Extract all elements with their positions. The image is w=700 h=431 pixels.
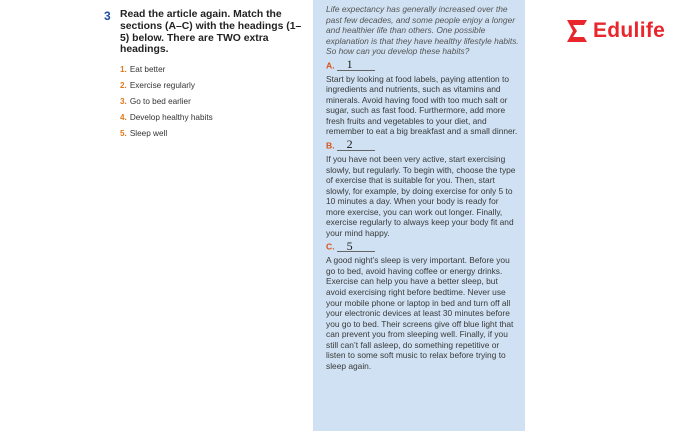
section-letter: C. xyxy=(326,241,335,252)
handwritten-answer: 5 xyxy=(346,238,353,253)
heading-number: 4. xyxy=(120,113,127,122)
section-a-heading xyxy=(326,59,519,72)
heading-number: 5. xyxy=(120,129,127,138)
exercise-number: 3 xyxy=(104,9,111,23)
section-letter: A. xyxy=(326,60,335,71)
heading-text: Develop healthy habits xyxy=(129,113,213,122)
headings-list xyxy=(120,65,213,145)
section-b-text: If you have not been very active, start exercising slowly, but regularly. To begin with, choose the type of exercise that is suitable for you. Then, start slowly, for example, by doing exercise for only 5 to 10 minutes a day. When your body is ready for more exercise, you can work out longer. Finally, exercise regularly to always keep your body fit and your mind happy. xyxy=(326,154,516,238)
exercise-instruction: Read the article again. Match the sections (A–C) with the headings (1–5) below. There are TWO extra headings. xyxy=(120,9,302,56)
edulife-logo-icon xyxy=(565,18,589,44)
logo-text: Edulife xyxy=(593,19,666,42)
heading-text: Exercise regularly xyxy=(129,81,195,90)
list-item xyxy=(120,113,213,129)
answer-blank xyxy=(337,240,375,252)
article-panel xyxy=(313,0,525,431)
heading-number: 3. xyxy=(120,97,127,106)
section-c-text: A good night’s sleep is very important. Before you go to bed, avoid having coffee or energy drinks. Exercise can help you have a better sleep, but avoid exercising right before bedtime. Never use your mobile phone or laptop in bed and turn off all your electronic devices at least 30 minutes before you go to bed. Their screens give off blue light that can prevent you from sleeping well. Finally, if you still can’t fall asleep, do something repetitive or listen to some soft music to relax before trying to sleep again. xyxy=(326,255,514,371)
answer-blank xyxy=(337,139,375,151)
edulife-logo[interactable] xyxy=(565,16,665,46)
section-c-heading xyxy=(326,240,519,253)
list-item xyxy=(120,65,213,81)
handwritten-answer: 1 xyxy=(346,57,353,72)
list-item xyxy=(120,81,213,97)
answer-blank xyxy=(337,59,375,71)
list-item xyxy=(120,129,213,145)
section-b-heading xyxy=(326,139,519,152)
article-intro: Life expectancy has generally increased over the past few decades, and some people enjoy a longer and healthier life than others. One possible explanation is that they have healthy lifestyle habits. So how can you develop these habits? xyxy=(326,4,519,57)
heading-text: Sleep well xyxy=(129,129,168,138)
heading-number: 2. xyxy=(120,81,127,90)
list-item xyxy=(120,97,213,113)
section-letter: B. xyxy=(326,140,335,151)
heading-text: Go to bed earlier xyxy=(129,97,191,106)
heading-text: Eat better xyxy=(129,65,166,74)
section-a-text: Start by looking at food labels, paying attention to ingredients and nutrients, such as vitamins and minerals. Avoid having food with too much salt or sugar, such as fast food. Furthermore, add more fresh fruits and vegetables to your diet, and remember to eat a big breakfast and a small dinner. xyxy=(326,73,518,137)
heading-number: 1. xyxy=(120,65,127,74)
handwritten-answer: 2 xyxy=(346,137,353,152)
